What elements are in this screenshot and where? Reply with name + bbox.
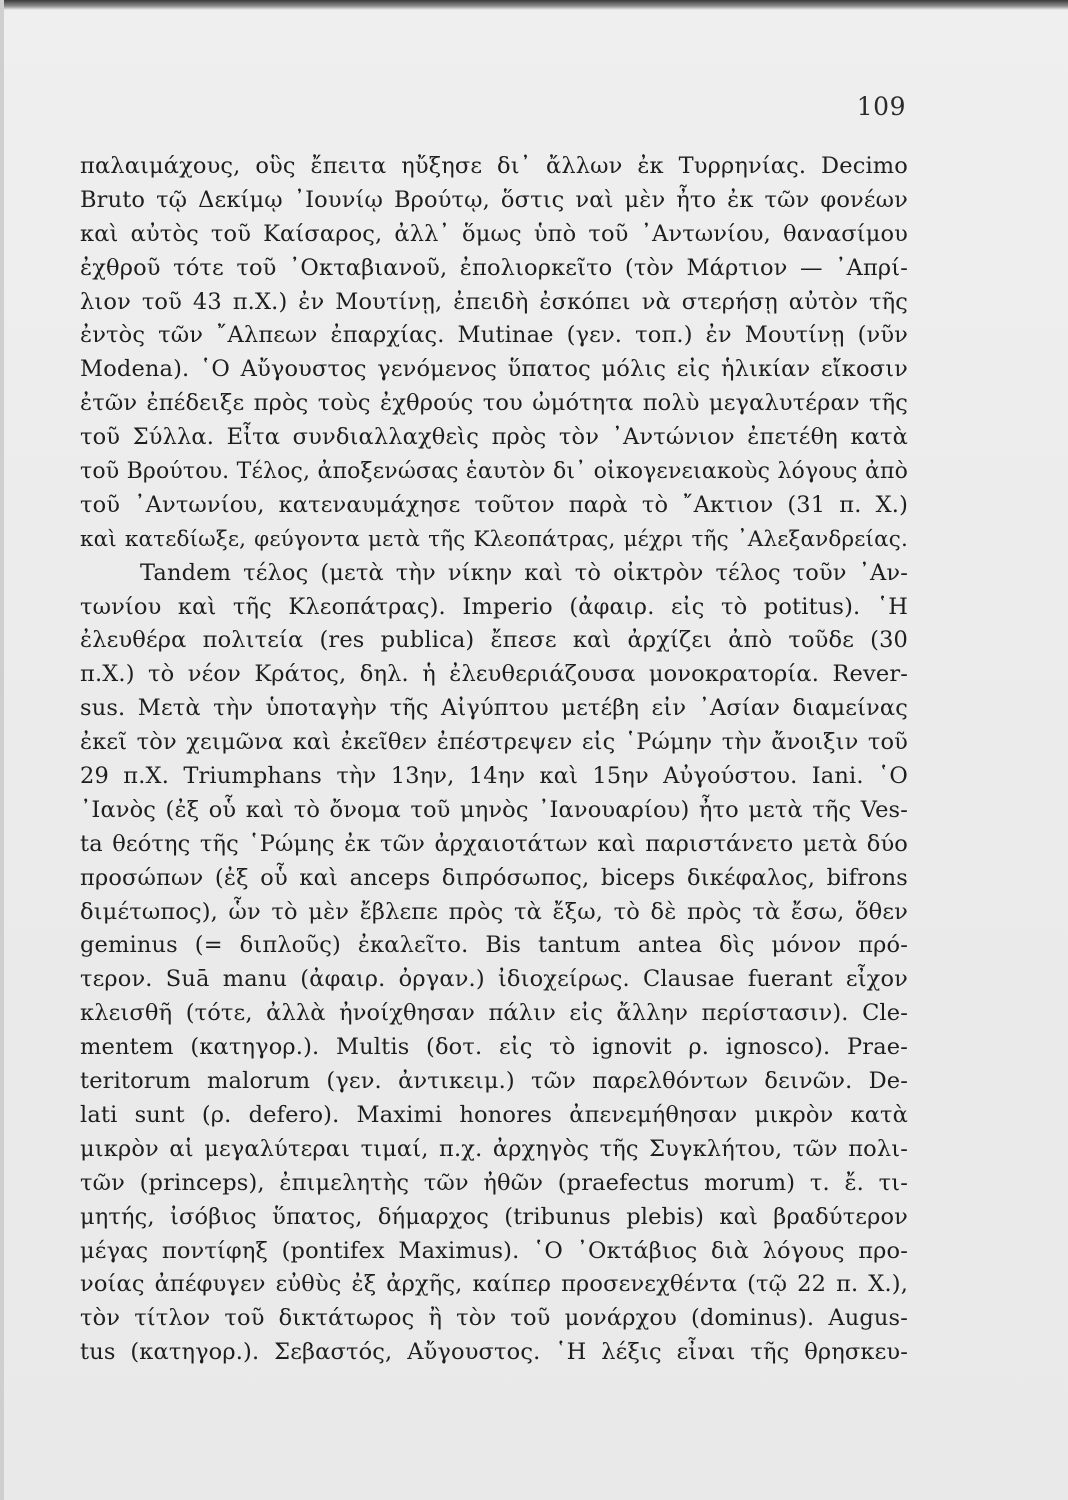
text-line: ἐντὸς τῶν ῎Αλπεων ἐπαρχίας. Mutinae (γεν. τοπ.) ἐν Μουτίνῃ (νῦν [80, 322, 908, 349]
text-line: teritorum malorum (γεν. ἀντικειμ.) τῶν παρελθόντων δεινῶν. De- [80, 1068, 908, 1095]
text-line: Modena). ῾Ο Αὔγουστος γενόμενος ὕπατος μόλις εἰς ἡλικίαν εἴκοσιν [80, 356, 908, 383]
text-line: κλεισθῆ (τότε, ἀλλὰ ἠνοίχθησαν πάλιν εἰς ἄλλην περίστασιν). Cle- [80, 1000, 908, 1027]
text-line: 29 π.Χ. Triumphans τὴν 13ην, 14ην καὶ 15ην Αὐγούστου. Iani. ῾Ο [80, 763, 908, 790]
text-line: sus. Μετὰ τὴν ὑποταγὴν τῆς Αἰγύπτου μετέβη εἰν ᾽Ασίαν διαμείνας [80, 695, 908, 722]
text-line: ἐλευθέρα πολιτεία (res publica) ἔπεσε καὶ ἀρχίζει ἀπὸ τοῦδε (30 [80, 627, 908, 654]
text-line: mentem (κατηγορ.). Multis (δοτ. εἰς τὸ ignovit ρ. ignosco). Prae- [80, 1034, 908, 1061]
text-line: τῶν (princeps), ἐπιμελητὴς τῶν ἠθῶν (praefectus morum) τ. ἔ. τι- [80, 1169, 908, 1196]
text-line: λιον τοῦ 43 π.Χ.) ἐν Μουτίνῃ, ἐπειδὴ ἐσκόπει νὰ στερήσῃ αὐτὸν τῆς [80, 288, 908, 315]
text-line: tus (κατηγορ.). Σεβαστός, Αὔγουστος. ῾Η λέξις εἶναι τῆς θρησκευ- [80, 1339, 908, 1366]
body-text [80, 150, 908, 1370]
text-line: Tandem τέλος (μετὰ τὴν νίκην καὶ τὸ οἰκτρὸν τέλος τοῦν ᾽Αν- [140, 559, 908, 586]
text-line: τωνίου καὶ τῆς Κλεοπάτρας). Imperio (ἀφαιρ. εἰς τὸ potitus). ῾Η [80, 593, 908, 620]
text-line: τὸν τίτλον τοῦ δικτάτωρος ἢ τὸν τοῦ μονάρχου (dominus). Augus- [80, 1305, 908, 1332]
text-line: τερον. Suā manu (ἀφαιρ. ὀργαν.) ἰδιοχείρως. Clausae fuerant εἶχον [80, 966, 908, 993]
text-line: τοῦ Βρούτου. Τέλος, ἀποξενώσας ἑαυτὸν δι᾽ οἰκογενειακοὺς λόγους ἀπὸ [80, 459, 908, 485]
text-line: μικρὸν αἱ μεγαλύτεραι τιμαί, π.χ. ἀρχηγὸς τῆς Συγκλήτου, τῶν πολι- [80, 1135, 908, 1162]
text-line: geminus (= διπλοῦς) ἐκαλεῖτο. Bis tantum antea δὶς μόνον πρό- [80, 932, 908, 959]
text-line: μέγας ποντίφηξ (pontifex Maximus). ῾Ο ᾽Οκτάβιος διὰ λόγους προ- [80, 1237, 908, 1264]
text-line: διμέτωπος), ὧν τὸ μὲν ἔβλεπε πρὸς τὰ ἔξω, τὸ δὲ πρὸς τὰ ἔσω, ὅθεν [80, 898, 908, 925]
page-number: 109 [856, 92, 906, 121]
text-line: lati sunt (ρ. defero). Maximi honores ἀπενεμήθησαν μικρὸν κατὰ [80, 1101, 908, 1128]
text-line: νοίας ἀπέφυγεν εὐθὺς ἐξ ἀρχῆς, καίπερ προσενεχθέντα (τῷ 22 π. Χ.), [80, 1271, 908, 1298]
text-line: καὶ κατεδίωξε, φεύγοντα μετὰ τῆς Κλεοπάτρας, μέχρι τῆς ᾽Αλεξανδρείας. [80, 526, 908, 552]
page-top-edge [0, 0, 1068, 10]
text-line: π.Χ.) τὸ νέον Κράτος, δηλ. ἡ ἐλευθεριάζουσα μονοκρατορία. Rever- [80, 661, 908, 688]
text-line: παλαιμάχους, οὓς ἔπειτα ηὔξησε δι᾽ ἄλλων ἐκ Τυρρηνίας. Decimo [80, 153, 908, 179]
text-line: ἐτῶν ἐπέδειξε πρὸς τοὺς ἐχθρούς του ὠμότητα πολὺ μεγαλυτέραν τῆς [80, 390, 908, 417]
text-line: καὶ αὐτὸς τοῦ Καίσαρος, ἀλλ᾽ ὅμως ὑπὸ τοῦ ᾽Αντωνίου, θανασίμου [80, 220, 908, 247]
text-line: προσώπων (ἐξ οὗ καὶ anceps διπρόσωπος, biceps δικέφαλος, bifrons [80, 864, 908, 891]
text-line: Bruto τῷ Δεκίμῳ ᾽Ιουνίῳ Βρούτῳ, ὅστις ναὶ μὲν ἦτο ἐκ τῶν φονέων [80, 186, 908, 213]
text-line: ἐχθροῦ τότε τοῦ ᾽Οκταβιανοῦ, ἐπολιορκεῖτο (τὸν Μάρτιον — ᾽Απρί- [80, 254, 908, 281]
text-line: ἐκεῖ τὸν χειμῶνα καὶ ἐκεῖθεν ἐπέστρεψεν εἰς ῾Ρώμην τὴν ἄνοιξιν τοῦ [80, 729, 908, 756]
text-line: ta θεότης τῆς ῾Ρώμης ἐκ τῶν ἀρχαιοτάτων καὶ παριστάνετο μετὰ δύο [80, 830, 908, 857]
text-line: μητής, ἰσόβιος ὕπατος, δήμαρχος (tribunus plebis) καὶ βραδύτερον [80, 1203, 908, 1230]
page-left-edge [0, 0, 4, 1500]
text-line: τοῦ Σύλλα. Εἶτα συνδιαλλαχθεὶς πρὸς τὸν ᾽Αντώνιον ἐπετέθη κατὰ [80, 424, 908, 451]
text-line: τοῦ ᾽Αντωνίου, κατεναυμάχησε τοῦτον παρὰ τὸ ῎Ακτιον (31 π. Χ.) [80, 491, 908, 518]
text-line: ᾽Ιανὸς (ἐξ οὗ καὶ τὸ ὄνομα τοῦ μηνὸς ᾽Ιανουαρίου) ἦτο μετὰ τῆς Ves- [80, 796, 908, 823]
